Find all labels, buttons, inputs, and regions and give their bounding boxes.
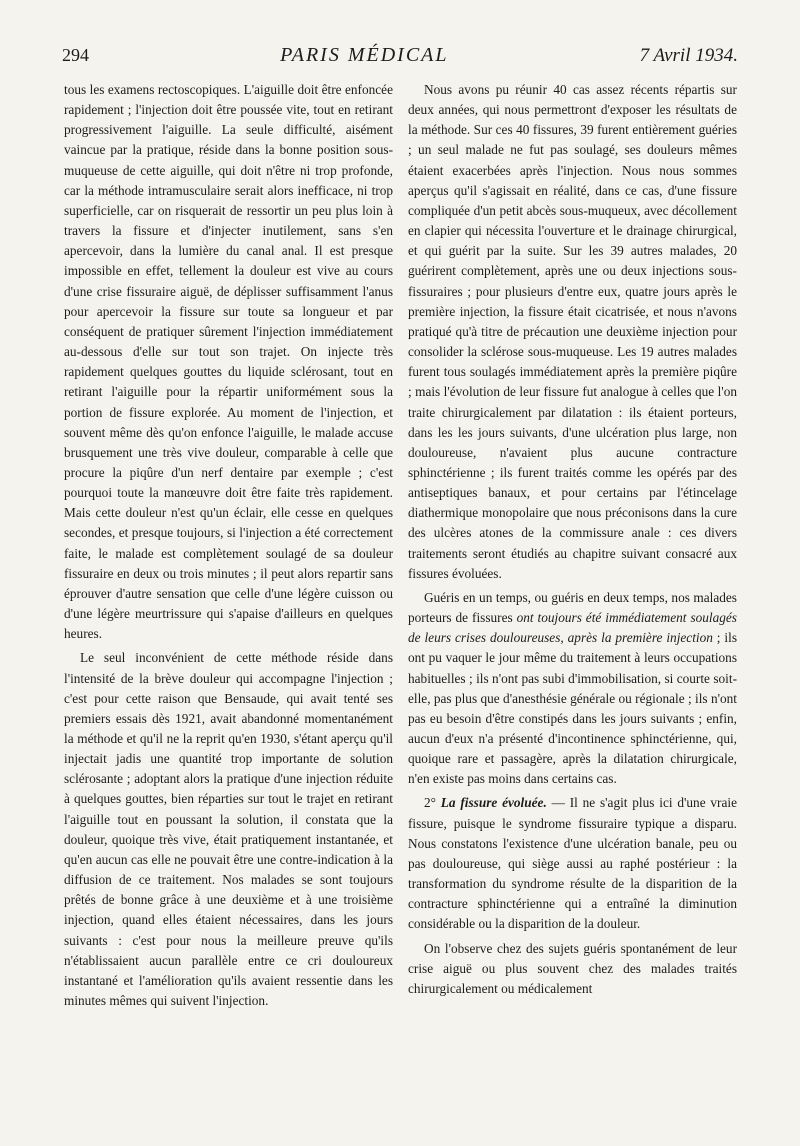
right-paragraph-2 [408, 588, 737, 790]
journal-title: PARIS MÉDICAL [280, 44, 449, 66]
section-number: 2° [424, 795, 436, 811]
issue-date: 7 Avril 1934. [639, 45, 738, 66]
right-paragraph-3 [408, 793, 737, 934]
right-paragraph-2-italic: ont toujours été immédiatement soulagés de leurs crises douloureuses, après la première injection [408, 610, 737, 646]
left-paragraph-1: tous les examens rectoscopiques. L'aiguille doit être enfoncée rapidement ; l'injection doit être poussée vite, tout en retirant progressivement l'aiguille. La seule difficulté, aisément vaincue par la pratique, réside dans la bonne position sous-muqueuse de cette aiguille, qui doit n'être ni trop profonde, car la méthode intramusculaire serait alors inefficace, ni trop superficielle, car on risquerait de ressortir un peu plus loin à travers la fissure et d'injecter inutilement, sans s'en apercevoir, dans la lumière du canal anal. Il est presque impossible en effet, tellement la douleur est vive au cours d'une crise fissuraire aiguë, de déplisser suffisamment l'anus pour apercevoir la fissure sur toute sa longueur et par conséquent de pratiquer sûrement l'injection immédiatement au-dessous d'elle sur tout son trajet. On injecte très rapidement quelques gouttes du liquide sclérosant, tout en retirant l'aiguille pour la répartir uniformément sous la portion de fissure explorée. Au moment de l'injection, et souvent même dès qu'on enfonce l'aiguille, le malade accuse brusquement une très vive douleur, comparable à celle que procure la piqûre d'un nerf dentaire par exemple ; c'est pourquoi toute la manœuvre doit être faite très rapidement. Mais cette douleur n'est qu'un éclair, elle cesse en quelques secondes, et presque toujours, si l'injection a été correctement faite, le malade est complètement soulagé de sa douleur fissuraire en deux ou trois minutes ; il peut alors repartir sans éprouver d'autre sensation que celle d'une légère cuisson ou d'une légère meurtrissure qui s'apaise d'ailleurs en quelques heures. [64, 82, 393, 642]
right-paragraph-3-body: — Il ne s'agit plus ici d'une vraie fissure, puisque le syndrome fissuraire typique a disparu. Nous constatons l'existence d'une ulcération banale, peu ou pas douloureuse, qui siège aussi au raphé postérieur : la transformation du syndrome résulte de la disparition de la contracture sphinctérienne qui a entraîné la diminution considérable ou la disparition de la douleur. [408, 795, 737, 932]
page-header [62, 44, 738, 72]
right-paragraph-2-end: ; ils ont pu vaquer le jour même du traitement à leurs occupations habituelles ; ils n'ont pas subi d'immobilisation, si courte soit-elle, pas plus que d'anesthésie générale ou régionale ; ils n'ont pas eu besoin d'être constipés dans les jours suivants ; enfin, aucun d'eux n'a présenté d'incontinence sphinctérienne, qui, quoique rare et passagère, après la dilatation chirurgicale, n'en existe pas moins dans certains cas. [408, 630, 737, 787]
right-paragraph-1: Nous avons pu réunir 40 cas assez récents répartis sur deux années, qui nous permettront d'exposer les résultats de la méthode. Sur ces 40 fissures, 39 furent entièrement guéries ; un seul malade ne fut pas soulagé, ses douleurs mêmes étaient exacerbées après l'injection. Nous nous sommes aperçus qu'il s'agissait en réalité, dans ce cas, d'une fissure compliquée d'un petit abcès sous-muqueux, avec décollement en clapier qui nécessita l'ouverture et le drainage chirurgical, et qui guérit par la suite. Sur les 39 autres malades, 20 guérirent complètement, après une ou deux injections sous-fissuraires ; pour plusieurs d'entre eux, quatre jours après le première injection, la fissure était cicatrisée, et nous n'avons pratiqué qu'à titre de précaution une deuxième injection pour consolider la sclérose sous-muqueuse. Les 19 autres malades furent tous soulagés immédiatement après la première piqûre ; mais l'évolution de leur fissure fut analogue à celles que l'on traite chirurgicalement par dilatation : ils étaient porteurs, dans les les jours suivants, d'une ulcération plus large, non douloureuse, n'avaient plus aucune contracture sphinctérienne ; ils furent traités comme les opérés par des antiseptiques banaux, et pour certains par l'étincelage diathermique monopolaire que nous préconisons dans la cure des ulcères atones de la commissure anale : ces divers traitements seront étudiés au chapitre suivant consacré aux fissures évoluées. [408, 82, 737, 581]
left-column [64, 80, 393, 1011]
right-paragraph-2-start: Guéris en un temps, ou guéris en deux temps, nos malades porteurs de fissures [408, 589, 737, 626]
section-heading: La fissure évoluée. [440, 795, 547, 811]
right-paragraph-4: On l'observe chez des sujets guéris spontanément de leur crise aiguë ou plus souvent chez des malades traités chirurgicalement ou médicalement [408, 940, 737, 996]
page-number: 294 [62, 45, 89, 65]
right-column [408, 80, 737, 999]
left-paragraph-2: Le seul inconvénient de cette méthode réside dans l'intensité de la brève douleur qui accompagne l'injection ; c'est pour cette raison que Bensaude, qui avait tenté ses premiers essais dès 1921, avait abandonné momentanément la méthode et qu'il ne la reprit qu'en 1930, s'étant aperçu qu'il injectait jadis une quantité trop importante de solution sclérosante ; adoptant alors la pratique d'une injection réduite à quelques gouttes, bien réparties sur tout le trajet en retirant l'aiguille tout en poussant la solution, il constata que la douleur, quoique très vive, était pratiquement instantanée, et qu'en aucun cas elle ne pouvait être une contre-indication à la diffusion de ce traitement. Nos malades se sont toujours prêtés de bonne grâce à une deuxième et à une troisième injection, quand elles étaient nécessaires, dans les jours suivants : c'est pour nous la meilleure preuve qu'ils n'établissaient aucun parallèle entre ce cri douloureux instantané et l'amélioration qu'ils avaient ressentie dans les minutes mêmes qui suivent l'injection. [64, 650, 393, 1009]
